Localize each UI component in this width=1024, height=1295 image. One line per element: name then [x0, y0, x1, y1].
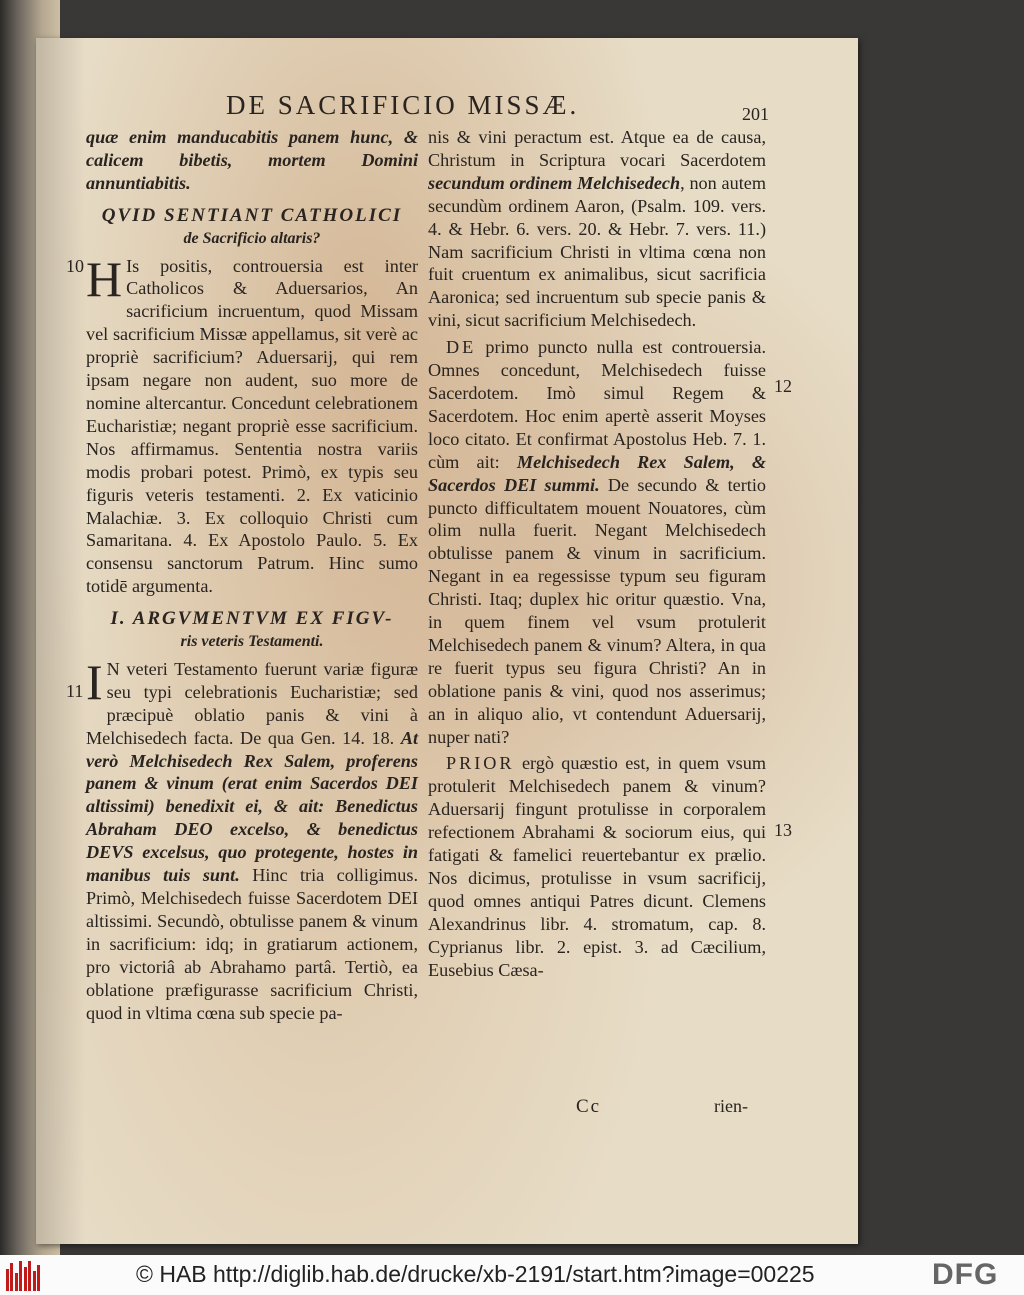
paragraph-text: ergò quæstio est, in quem vsum protulerit Melchisedech panem & vinum? Aduersarij fingunt protulisse in corporalem refectionem Abrahami & sociorum eius, qui fatigati & famelici reuertebantur ex prælio. Nos dicimus, protulisse in vsum sacrificij, quod omnes antiqui Patres dicunt. Clemens Alexandrinus libr. 4. stromatum, cap. 8. Cyprianus libr. 2. epist. 3. ad Cæcilium, Eusebius Cæsa- [428, 753, 766, 980]
hab-barcode-logo-icon [6, 1259, 40, 1291]
dfg-logo: DFG [932, 1258, 999, 1291]
paragraph-text: Is positis, controuersia est inter Catholicos & Aduersarios, An sacrificium incruentum, quod Missam vel sacrificium Missæ appellamus, sit verè ac propriè sacrificium? Aduersarij, qui rem ipsam negare non audent, suo more de nomine altercantur. Concedunt celebrationem Eucharistiæ; negant propriè esse sacrificium. Nos affirmamus. Sententia nostra variis modis probari potest. Primò, ex typis seu figuris veteris testamenti. 2. Ex vaticinio Malachiæ. 3. Ex colloquio Christi cum Samaritana. 4. Ex Apostolo Paulo. 5. Ex consensu sanctorum Patrum. Hinc sumo totidē argumenta. [86, 255, 418, 597]
running-head: DE SACRIFICIO MISSÆ. [226, 90, 580, 120]
paragraph-text: nis & vini peractum est. Atque ea de causa, Christum in Scriptura vocari Sacerdotem [428, 127, 766, 170]
signature-mark: Cc [576, 1096, 602, 1117]
catchword: rien- [714, 1096, 748, 1116]
genesis-quote: At verò Melchisedech Rex Salem, proferens panem & vinum (erat enim Sacerdos DEI altissimi) benedixit ei, & ait: Benedictus Abraham DEO excelso, & benedictus DEVS excelsus, quo protegente, hostes in manibus tuis sunt. [86, 727, 418, 886]
paragraph-text: N veteri Testamento fuerunt variæ figuræ seu typi celebrationis Eucharistiæ; sed præcipuè oblatio panis & vini à Melchisedech facta. De qua Gen. 14. 18. [86, 658, 418, 748]
footer-bar [0, 1255, 1024, 1295]
copyright-url[interactable]: © HAB http://diglib.hab.de/drucke/xb-2191/start.htm?image=00225 [136, 1261, 815, 1287]
heading-main: I. ARGVMENTVM EX FIGV- [110, 608, 394, 630]
page-number: 201 [742, 104, 769, 124]
opening-quote: quæ enim manducabitis panem hunc, & calicem bibetis, mortem Domini annuntiabitis. [86, 127, 418, 193]
paragraph-text: primo puncto nulla est controuersia. Omnes concedunt, Melchisedech fuisse Sacerdotem. Imò simul Regem & Sacerdotem. Hoc enim apertè asserit Moyses loco citato. Et confirmat Apostolus Heb. 7. 1. cùm ait: [428, 337, 767, 472]
book-page [36, 38, 858, 1244]
lead-word: DE [446, 337, 477, 358]
margin-number: 12 [774, 376, 792, 396]
paragraph-text-cont: Hinc tria colligimus. Primò, Melchisedech fuisse Sacerdotem DEI altissimi. Secundò, obtulisse panem & vinum in sacrificium: idq; in gratiarum actionem, pro victoriâ ab Abrahamo partâ. Tertiò, ea oblatione præfigurasse sacrificium Christi, quod in vltima cœna sub specie pa- [86, 865, 418, 1023]
right-column [428, 126, 766, 982]
dropcap: H [86, 250, 123, 307]
heading-sub: de Sacrificio altaris? [183, 229, 321, 247]
inline-quote: secundum ordinem Melchisedech [428, 172, 681, 193]
paragraph-11 [86, 653, 418, 1025]
paragraph-13 [428, 752, 766, 981]
lead-word: PRIOR [446, 753, 515, 774]
heading-main: QVID SENTIANT CATHOLICI [101, 204, 403, 226]
hebrews-quote: Melchisedech Rex Salem, & Sacerdos DEI summi. [428, 451, 766, 495]
heading-catholic-view [86, 205, 418, 251]
paragraph-10 [86, 250, 418, 599]
margin-number: 10 [66, 256, 84, 276]
left-column [86, 126, 418, 1024]
paragraph-12 [428, 336, 766, 748]
paragraph-text-cont: , non autem secundùm ordinem Aaron, (Psalm. 109. vers. 4. & Hebr. 6. vers. 20. & Hebr. 7. vers. 11.) Nam sacrificium Christi in vltima cœna non fuit cruentum ex animalibus, sicut sacrificia Aaronica; sed incruentum sub specie panis & vini, sicut sacrificium Melchisedech. [428, 172, 766, 331]
margin-number: 11 [66, 681, 84, 701]
paragraph-continued [428, 126, 766, 332]
heading-argument-1 [86, 608, 418, 654]
dropcap: I [86, 653, 103, 710]
margin-number: 13 [774, 820, 792, 840]
paragraph-text-cont: De secundo & tertio puncto difficultatem mouent Nouatores, cùm olim nulla fuerit. Negant Melchisedech obtulisse panem & vinum in sacrificium. Negant in ea regessisse typum seu figuram Christi. Itaq; duplex hic oritur quæstio. Vna, in quem finem vel vsum protulerit Melchisedech panem & vinum? Altera, in qua re fuerit typus seu figura Christi? An in oblatione panis & vini, quod nos asserimus; an in aliquo alio, vt contendunt Aduersarij, nuper nati? [428, 474, 766, 747]
heading-sub: ris veteris Testamenti. [180, 633, 324, 651]
